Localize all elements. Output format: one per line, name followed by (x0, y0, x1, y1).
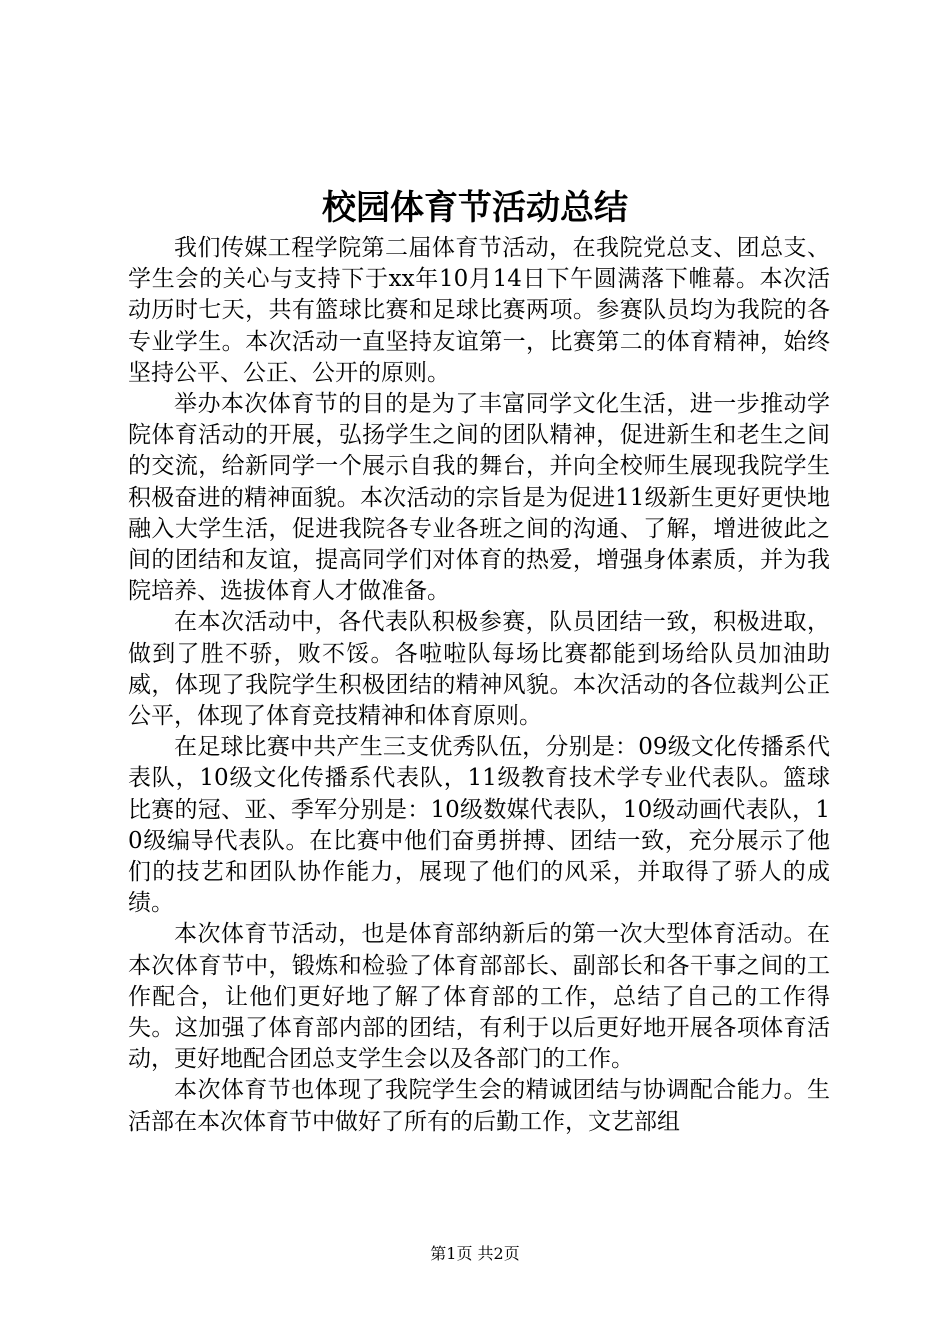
paragraph: 在足球比赛中共产生三支优秀队伍，分别是：09级文化传播系代表队，10级文化传播系代表队，11级教育技术学专业代表队。篮球比赛的冠、亚、季军分别是：10级数媒代表队，10级动画代表队，10级编导代表队。在比赛中他们奋勇拼搏、团结一致，充分展示了他们的技艺和团队协作能力，展现了他们的风采，并取得了骄人的成绩。 (128, 734, 830, 917)
paragraph: 本次体育节活动，也是体育部纳新后的第一次大型体育活动。在本次体育节中，锻炼和检验了体育部部长、副部长和各干事之间的工作配合，让他们更好地了解了体育部的工作，总结了自己的工作得失。这加强了体育部内部的团结，有利于以后更好地开展各项体育活动，更好地配合团总支学生会以及各部门的工作。 (128, 921, 830, 1073)
document-title: 校园体育节活动总结 (322, 188, 628, 228)
paragraph: 我们传媒工程学院第二届体育节活动，在我院党总支、团总支、学生会的关心与支持下于xx年10月14日下午圆满落下帷幕。本次活动历时七天，共有篮球比赛和足球比赛两项。参赛队员均为我院的各专业学生。本次活动一直坚持友谊第一，比赛第二的体育精神，始终坚持公平、公正、公开的原则。 (128, 235, 830, 386)
page-footer: 第1页 共2页 (430, 1244, 520, 1263)
document-body (128, 233, 830, 1138)
paragraph: 在本次活动中，各代表队积极参赛，队员团结一致，积极进取，做到了胜不骄，败不馁。各啦啦队每场比赛都能到场给队员加油助威，体现了我院学生积极团结的精神风貌。本次活动的各位裁判公正公平，体现了体育竞技精神和体育原则。 (128, 609, 830, 730)
paragraph: 本次体育节也体现了我院学生会的精诚团结与协调配合能力。生活部在本次体育节中做好了所有的后勤工作，文艺部组 (128, 1077, 830, 1135)
paragraph: 举办本次体育节的目的是为了丰富同学文化生活，进一步推动学院体育活动的开展，弘扬学生之间的团队精神，促进新生和老生之间的交流，给新同学一个展示自我的舞台，并向全校师生展现我院学生积极奋进的精神面貌。本次活动的宗旨是为促进11级新生更好更快地融入大学生活，促进我院各专业各班之间的沟通、了解，增进彼此之间的团结和友谊，提高同学们对体育的热爱，增强身体素质，并为我院培养、选拔体育人才做准备。 (128, 391, 830, 605)
